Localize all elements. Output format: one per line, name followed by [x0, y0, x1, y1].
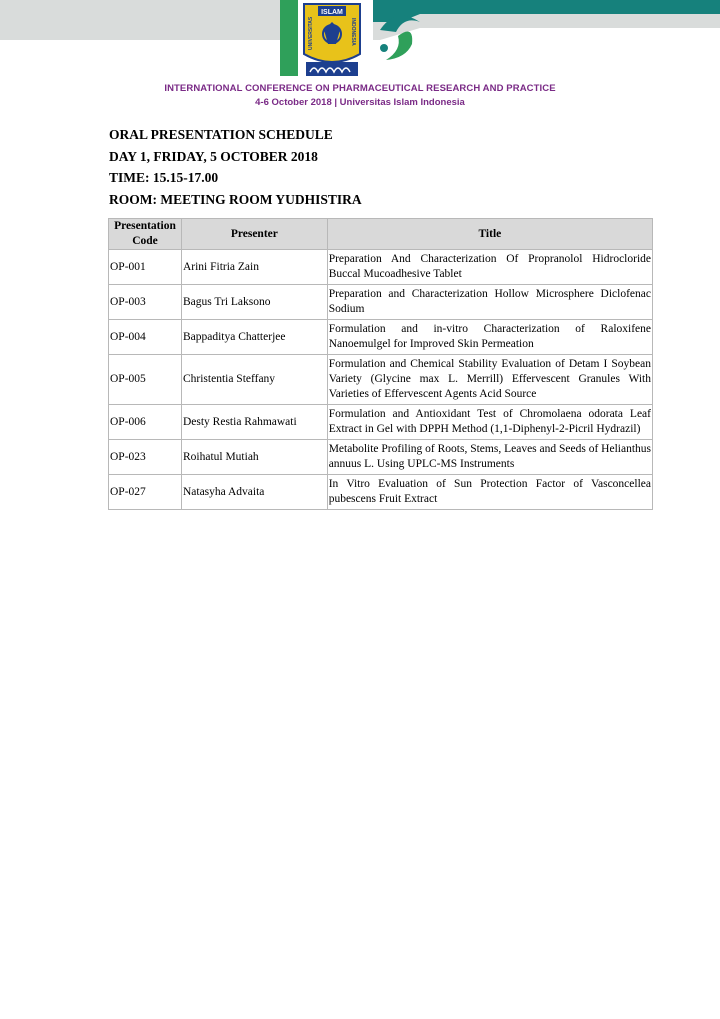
presentation-code: OP-023	[109, 440, 182, 475]
schedule-title: ORAL PRESENTATION SCHEDULE	[109, 127, 333, 142]
presentation-title: Preparation And Characterization Of Propranolol Hidrocloride Buccal Mucoadhesive Tablet	[327, 250, 652, 285]
presenter-name: Bappaditya Chatterjee	[181, 320, 327, 355]
university-logo	[304, 4, 360, 76]
presentation-code: OP-001	[109, 250, 182, 285]
schedule-day: DAY 1, FRIDAY, 5 OCTOBER 2018	[109, 149, 318, 164]
header-banner	[0, 0, 720, 86]
presenter-name: Desty Restia Rahmawati	[181, 405, 327, 440]
column-header-title: Title	[327, 219, 652, 250]
logo-text-left: UNIVERSITAS	[308, 16, 314, 50]
table-row	[109, 475, 653, 510]
presentation-title: In Vitro Evaluation of Sun Protection Factor of Vasconcellea pubescens Fruit Extract	[327, 475, 652, 510]
table-row	[109, 355, 653, 405]
logo-text-top: ISLAM	[321, 9, 343, 16]
presentation-title: Preparation and Characterization Hollow Microsphere Diclofenac Sodium	[327, 285, 652, 320]
presentation-title: Formulation and Chemical Stability Evaluation of Detam I Soybean Variety (Glycine max L. Merrill) Effervescent Granules With Varieties of Effervescent Agents Acid Source	[327, 355, 652, 405]
schedule-time: TIME: 15.15-17.00	[109, 170, 219, 185]
presentation-title: Metabolite Profiling of Roots, Stems, Leaves and Seeds of Helianthus annuus L. Using UPLC-MS Instruments	[327, 440, 652, 475]
table-row	[109, 285, 653, 320]
presentation-title: Formulation and Antioxidant Test of Chromolaena odorata Leaf Extract in Gel with DPPH Method (1,1-Diphenyl-2-Picril Hydrazil)	[327, 405, 652, 440]
schedule-table	[108, 218, 653, 510]
presentation-code: OP-006	[109, 405, 182, 440]
table-row	[109, 405, 653, 440]
presenter-name: Roihatul Mutiah	[181, 440, 327, 475]
table-header-row	[109, 219, 653, 250]
presenter-name: Christentia Steffany	[181, 355, 327, 405]
presentation-code: OP-004	[109, 320, 182, 355]
column-header-presenter: Presenter	[181, 219, 327, 250]
conference-dates-place: 4-6 October 2018 | Universitas Islam Indonesia	[255, 97, 465, 108]
table-row	[109, 440, 653, 475]
presenter-name: Natasyha Advaita	[181, 475, 327, 510]
presenter-name: Arini Fitria Zain	[181, 250, 327, 285]
schedule-room: ROOM: MEETING ROOM YUDHISTIRA	[109, 192, 362, 207]
conference-name: INTERNATIONAL CONFERENCE ON PHARMACEUTICAL RESEARCH AND PRACTICE	[164, 83, 556, 94]
table-row	[109, 320, 653, 355]
presentation-code: OP-003	[109, 285, 182, 320]
presentation-code: OP-005	[109, 355, 182, 405]
table-row	[109, 250, 653, 285]
banner-green-band	[280, 0, 300, 76]
logo-text-right: INDONESIA	[350, 18, 356, 46]
column-header-code: Presentation Code	[109, 219, 182, 250]
presentation-code: OP-027	[109, 475, 182, 510]
presenter-name: Bagus Tri Laksono	[181, 285, 327, 320]
presentation-title: Formulation and in-vitro Characterization of Raloxifene Nanoemulgel for Improved Skin Permeation	[327, 320, 652, 355]
